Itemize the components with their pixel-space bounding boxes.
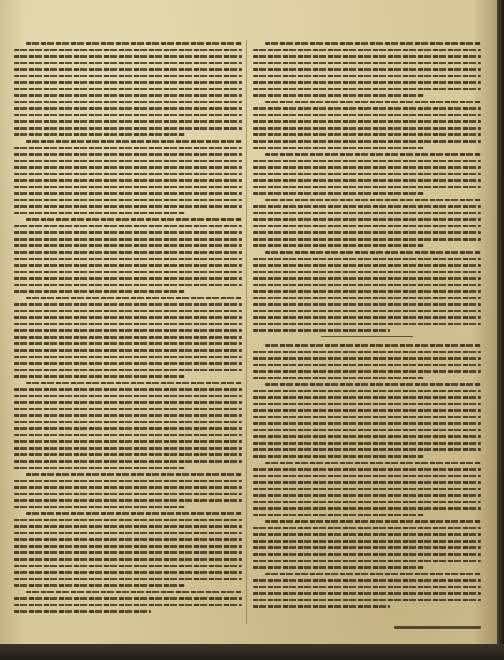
text-line (14, 284, 242, 287)
scan-bottom-edge (0, 644, 504, 660)
text-line (253, 62, 481, 65)
text-line (14, 447, 242, 450)
text-line (14, 329, 242, 332)
text-line (26, 512, 242, 515)
text-line (14, 545, 242, 548)
text-line (253, 329, 390, 332)
text-line (253, 357, 481, 360)
text-line (253, 225, 481, 228)
text-line (265, 344, 481, 347)
text-line (14, 271, 242, 274)
text-line (253, 442, 481, 445)
text-line (253, 88, 481, 91)
text-line (253, 81, 481, 84)
binding-edge (497, 0, 504, 660)
text-line (14, 434, 242, 437)
text-line (14, 499, 242, 502)
left-text-column (14, 42, 242, 622)
text-line (14, 303, 242, 306)
text-line (253, 475, 481, 478)
text-line (253, 396, 481, 399)
right-text-column (253, 42, 481, 622)
text-line (253, 94, 424, 97)
section-divider (321, 336, 412, 337)
text-line (14, 408, 242, 411)
text-line (253, 416, 481, 419)
text-line (14, 212, 185, 215)
text-line (253, 310, 481, 313)
text-line (26, 591, 242, 594)
text-line (14, 519, 242, 522)
text-line (253, 179, 481, 182)
text-line (253, 107, 481, 110)
text-line (14, 388, 242, 391)
text-line (14, 538, 242, 541)
text-line (265, 520, 481, 523)
text-line (253, 212, 481, 215)
text-line (14, 153, 242, 156)
text-line (253, 540, 481, 543)
text-line (253, 533, 481, 536)
text-line (14, 584, 185, 587)
left-column-lines (14, 42, 242, 613)
text-line (253, 435, 481, 438)
text-line (265, 573, 481, 576)
text-line (14, 101, 242, 104)
text-line (14, 467, 185, 470)
text-line (14, 94, 242, 97)
text-line (253, 258, 481, 261)
text-line (14, 565, 242, 568)
text-line (26, 42, 242, 45)
text-line (14, 199, 242, 202)
text-line (14, 49, 242, 52)
text-line (14, 610, 151, 613)
text-line (253, 605, 390, 608)
text-line (253, 527, 481, 530)
text-line (14, 310, 242, 313)
text-line (253, 455, 424, 458)
text-line (265, 153, 481, 156)
text-line (253, 244, 424, 247)
text-line (253, 599, 481, 602)
text-line (14, 506, 185, 509)
text-line (253, 560, 481, 563)
text-line (14, 147, 242, 150)
text-line (14, 173, 242, 176)
text-line (253, 448, 481, 451)
text-line (26, 218, 242, 221)
text-line (253, 514, 424, 517)
text-line (253, 316, 481, 319)
column-divider (246, 40, 247, 624)
text-line (14, 532, 242, 535)
footer-line (394, 626, 481, 629)
text-line (14, 460, 242, 463)
text-line (14, 493, 242, 496)
text-line (14, 258, 242, 261)
right-column-lines-bottom (253, 344, 481, 608)
text-line (253, 468, 481, 471)
text-line (253, 390, 481, 393)
text-line (253, 303, 481, 306)
text-line (253, 271, 481, 274)
text-line (253, 68, 481, 71)
text-line (14, 323, 242, 326)
text-line (253, 403, 481, 406)
text-line (253, 579, 481, 582)
text-line (14, 160, 242, 163)
text-line (14, 316, 242, 319)
text-line (14, 244, 242, 247)
text-line (14, 356, 242, 359)
text-line (14, 81, 242, 84)
text-line (253, 566, 424, 569)
text-line (253, 218, 481, 221)
text-line (253, 127, 481, 130)
text-line (14, 375, 185, 378)
text-line (265, 42, 481, 45)
text-line (14, 186, 242, 189)
text-line (14, 179, 242, 182)
text-line (253, 297, 481, 300)
text-line (14, 225, 242, 228)
text-line (253, 592, 481, 595)
text-line (265, 101, 481, 104)
text-line (14, 480, 242, 483)
text-line (14, 604, 242, 607)
text-line (253, 409, 481, 412)
text-line (253, 284, 481, 287)
text-line (265, 199, 481, 202)
text-line (253, 133, 481, 136)
text-line (265, 251, 481, 254)
text-line (253, 166, 481, 169)
text-line (253, 323, 481, 326)
text-line (14, 427, 242, 430)
text-line (253, 364, 481, 367)
text-line (14, 342, 242, 345)
page-footer (253, 626, 481, 636)
text-line (253, 75, 481, 78)
text-line (253, 422, 481, 425)
text-line (26, 297, 242, 300)
text-line (253, 277, 481, 280)
text-line (14, 120, 242, 123)
text-line (253, 290, 481, 293)
text-line (14, 401, 242, 404)
text-line (14, 62, 242, 65)
text-line (253, 160, 481, 163)
right-column-lines-top (253, 42, 481, 332)
text-line (14, 205, 242, 208)
text-line (253, 231, 481, 234)
text-line (14, 107, 242, 110)
text-line (253, 238, 481, 241)
text-line (14, 192, 242, 195)
text-line (253, 147, 424, 150)
text-line (253, 120, 481, 123)
text-line (14, 238, 242, 241)
text-line (253, 55, 481, 58)
text-line (253, 186, 481, 189)
text-line (253, 546, 481, 549)
text-line (14, 88, 242, 91)
text-line (14, 127, 242, 130)
text-line (14, 290, 185, 293)
text-line (26, 473, 242, 476)
text-line (14, 421, 242, 424)
text-line (26, 382, 242, 385)
text-line (14, 231, 242, 234)
text-line (14, 349, 242, 352)
text-line (253, 586, 481, 589)
text-line (14, 486, 242, 489)
text-line (14, 166, 242, 169)
text-line (253, 494, 481, 497)
text-line (253, 114, 481, 117)
text-line (14, 75, 242, 78)
text-line (14, 133, 185, 136)
text-line (14, 68, 242, 71)
text-line (14, 114, 242, 117)
text-line (253, 501, 481, 504)
text-line (253, 507, 481, 510)
text-line (253, 370, 481, 373)
text-line (253, 140, 481, 143)
text-line (253, 205, 481, 208)
text-line (253, 49, 481, 52)
text-line (14, 264, 242, 267)
text-line (26, 140, 242, 143)
text-line (14, 277, 242, 280)
text-line (14, 414, 242, 417)
text-line (253, 264, 481, 267)
text-line (253, 192, 424, 195)
text-line (14, 551, 242, 554)
text-line (14, 558, 242, 561)
footer-text (253, 626, 254, 627)
text-line (14, 440, 242, 443)
text-line (265, 383, 481, 386)
text-line (253, 173, 481, 176)
text-line (14, 362, 242, 365)
text-line (14, 453, 242, 456)
text-line (14, 571, 242, 574)
text-line (253, 429, 481, 432)
text-line (14, 336, 242, 339)
text-line (14, 369, 242, 372)
text-line (253, 553, 481, 556)
text-line (253, 481, 481, 484)
text-line (14, 251, 242, 254)
text-line (253, 351, 481, 354)
text-line (265, 462, 481, 465)
text-line (14, 597, 242, 600)
text-line (14, 55, 242, 58)
text-line (14, 395, 242, 398)
text-line (253, 377, 424, 380)
text-line (14, 525, 242, 528)
text-line (14, 578, 242, 581)
text-line (253, 488, 481, 491)
